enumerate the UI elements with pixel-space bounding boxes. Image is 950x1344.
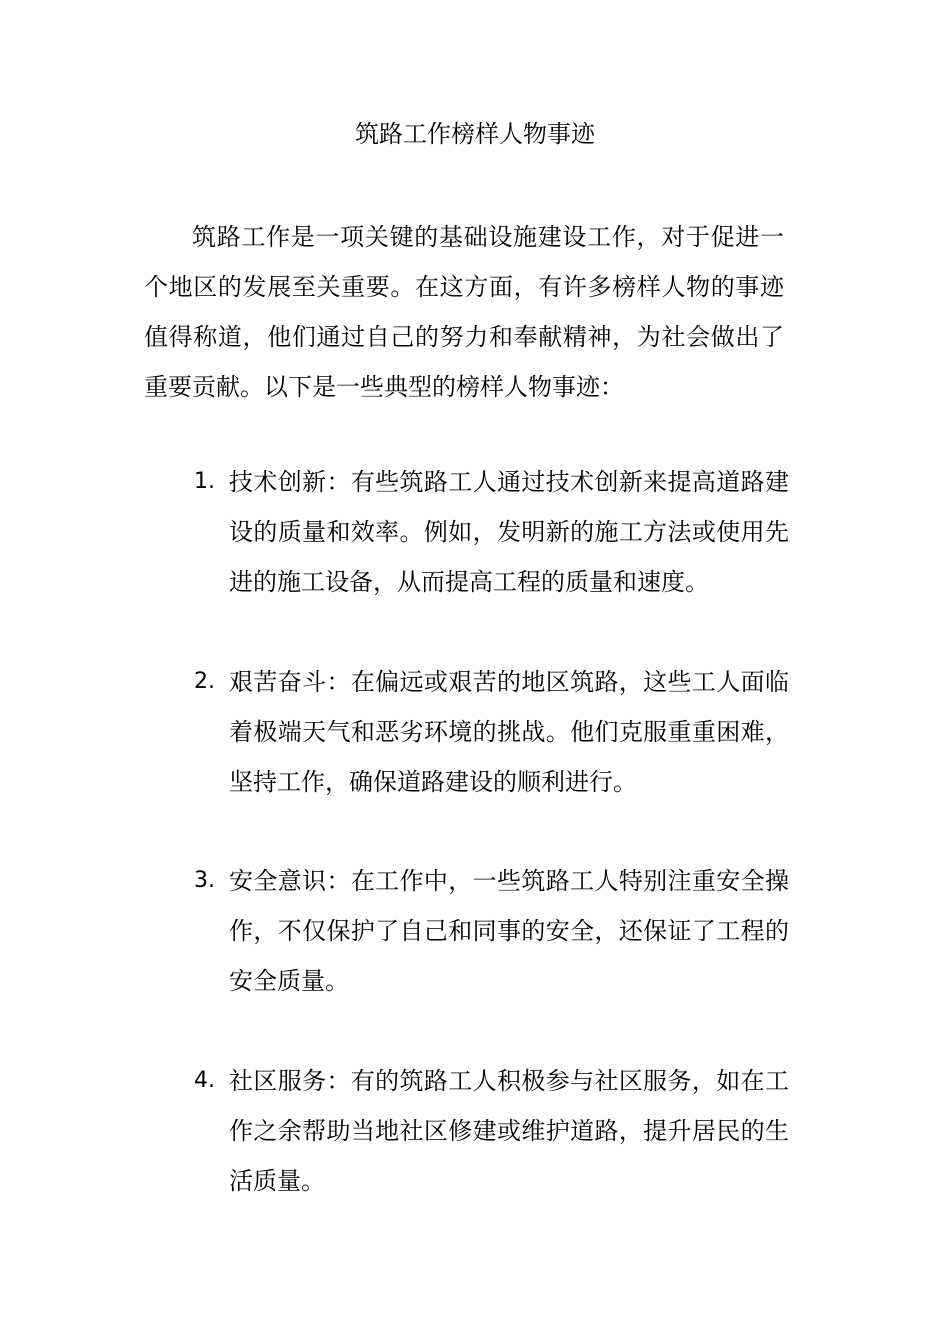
intro-paragraph: 筑路工作是一项关键的基础设施建设工作，对于促进一个地区的发展至关重要。在这方面，有许多榜样人物的事迹值得称道，他们通过自己的努力和奉献精神，为社会做出了重要贡献。以下是一些典型的榜样人物事迹：: [144, 223, 784, 401]
list-item-text: 安全意识：在工作中，一些筑路工人特别注重安全操作，不仅保护了自己和同事的安全，还保证了工程的安全质量。: [229, 867, 789, 995]
document-title: 筑路工作榜样人物事迹: [355, 120, 595, 148]
list-item-number: 2.: [194, 669, 215, 694]
list-item-text: 社区服务：有的筑路工人积极参与社区服务，如在工作之余帮助当地社区修建或维护道路，提升居民的生活质量。: [229, 1067, 789, 1195]
list-item-number: 4.: [194, 1068, 215, 1093]
list-item-number: 3.: [194, 868, 215, 893]
list-item-text: 艰苦奋斗：在偏远或艰苦的地区筑路，这些工人面临着极端天气和恶劣环境的挑战。他们克服重重困难，坚持工作，确保道路建设的顺利进行。: [229, 668, 789, 796]
list-item-text: 技术创新：有些筑路工人通过技术创新来提高道路建设的质量和效率。例如，发明新的施工方法或使用先进的施工设备，从而提高工程的质量和速度。: [229, 468, 789, 596]
list-item-number: 1.: [194, 469, 215, 494]
